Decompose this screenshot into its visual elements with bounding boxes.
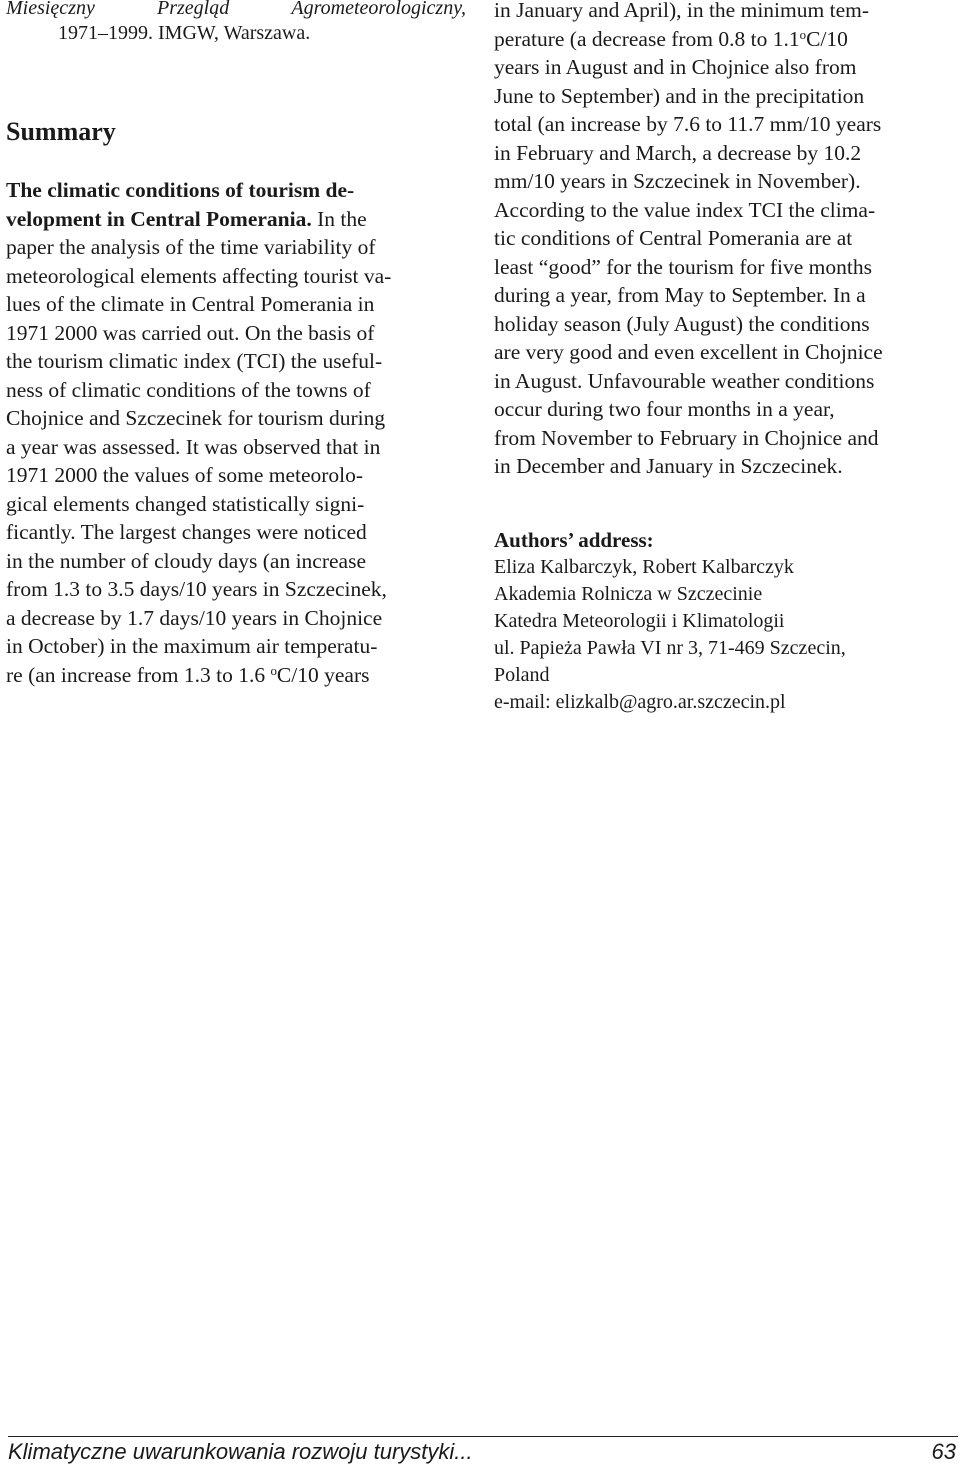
text-line [494,0,956,25]
text-line-content: ficantly. The largest changes were noticed [6,520,367,544]
text-line [6,347,466,376]
authors-address [494,527,956,716]
text-line-content: velopment in Central Pomerania. [6,206,312,231]
text-line [494,338,956,367]
text-line [6,518,466,547]
text-line [494,53,956,82]
text-line-content: paper the analysis of the time variability of [6,235,376,259]
text-line [6,233,466,262]
text-line [494,310,956,339]
text-line [494,253,956,282]
text-line-content: a year was assessed. It was observed that in [6,434,381,459]
text-line [6,176,466,205]
text-line-after: C/10 [806,26,848,51]
text-line-content: June to September) and in the precipitation [494,83,865,108]
text-line-content: are very good and even excellent in Chojnice [494,340,883,364]
text-line-content: ness of climatic conditions of the towns of [6,377,371,402]
text-line [494,281,956,310]
text-line-content: a decrease by 1.7 days/10 years in Chojnice [6,605,383,630]
text-line [494,395,956,424]
text-line [6,547,466,576]
text-line-content: re (an increase from 1.3 to 1.6 [6,662,271,687]
text-line-after: C/10 years [276,662,370,687]
text-line [6,632,466,661]
text-line-content: the tourism climatic index (TCI) the useful- [6,349,383,373]
text-line-content: lues of the climate in Central Pomerania in [6,292,375,316]
authors-line: Katedra Meteorologii i Klimatologii [494,610,785,632]
authors-line: Eliza Kalbarczyk, Robert Kalbarczyk [494,556,794,578]
text-line-content: in August. Unfavourable weather conditions [494,368,875,393]
text-line-content: gical elements changed statistically signi- [6,491,365,516]
text-line-content: from 1.3 to 3.5 days/10 years in Szczecinek, [6,577,387,601]
text-line-content: in the number of cloudy days (an increase [6,548,366,573]
text-line [6,433,466,462]
summary-heading: Summary [6,117,116,146]
text-line-content: in February and March, a decrease by 10.2 [494,140,862,165]
text-line [494,196,956,225]
text-line-content: least “good” for the tourism for five months [494,254,872,279]
reference-publisher-line: 1971–1999. IMGW, Warszawa. [58,22,311,44]
text-line-rest: In the [311,206,367,231]
text-line [6,262,466,291]
text-line [494,25,956,54]
reference-word: Przegląd [157,0,230,19]
text-line [494,167,956,196]
text-line [6,404,466,433]
authors-line: Akademia Rolnicza w Szczecinie [494,583,763,605]
text-line-content: tic conditions of Central Pomerania are at [494,226,853,250]
text-line [494,110,956,139]
text-line-content: from November to February in Chojnice and [494,425,879,450]
text-line-content: Chojnice and Szczecinek for tourism during [6,406,386,430]
text-line [6,319,466,348]
text-line [6,604,466,633]
degree-superscript: o [270,663,277,678]
text-line [6,205,466,234]
text-line-content: total (an increase by 7.6 to 11.7 mm/10 years [494,112,882,136]
text-line-content: mm/10 years in Szczecinek in November). [494,169,861,193]
text-line-content: years in August and in Chojnice also from [494,55,857,79]
text-line [6,376,466,405]
text-line-content: meteorological elements affecting tourist va- [6,263,392,288]
text-line-content: in October) in the maximum air temperatu- [6,634,378,658]
text-line [6,290,466,319]
running-title: Klimatyczne uwarunkowania rozwoju turystyki... [8,1439,473,1464]
text-line-content: holiday season (July August) the conditions [494,311,870,336]
reference-word: Agrometeorologiczny, [291,0,466,19]
page-number: 63 [931,1439,956,1464]
text-line [494,424,956,453]
text-line-content: 1971 2000 the values of some meteorolo- [6,463,364,487]
page-footer [8,1436,958,1465]
reference-title-line [6,0,466,21]
text-line [494,139,956,168]
text-line-content: 1971 2000 was carried out. On the basis of [6,320,375,345]
email-address: e-mail: elizkalb@agro.ar.szczecin.pl [494,691,786,713]
text-line-content: The climatic conditions of tourism de- [6,178,355,202]
reference-word: Miesięczny [6,0,95,19]
text-line [494,224,956,253]
text-line [494,367,956,396]
reference-continuation [6,0,466,46]
degree-superscript: o [799,27,807,42]
text-line [494,82,956,111]
authors-line: ul. Papieża Pawła VI nr 3, 71-469 Szczecin, [494,637,846,659]
text-line-content: in January and April), in the minimum tem- [494,0,869,22]
summary-right-column [494,0,956,481]
summary-left-column [6,176,466,689]
text-line [6,490,466,519]
text-line [6,575,466,604]
text-line-content: in December and January in Szczecinek. [494,454,843,478]
authors-heading: Authors’ address: [494,528,654,552]
text-line-content: during a year, from May to September. In a [494,283,866,307]
text-line [6,461,466,490]
text-line-content: perature (a decrease from 0.8 to 1.1 [494,26,800,51]
text-line [494,452,956,481]
text-line [6,661,466,690]
text-line-content: occur during two four months in a year, [494,397,835,421]
text-line-content: According to the value index TCI the clima- [494,197,876,222]
authors-line: Poland [494,664,550,686]
